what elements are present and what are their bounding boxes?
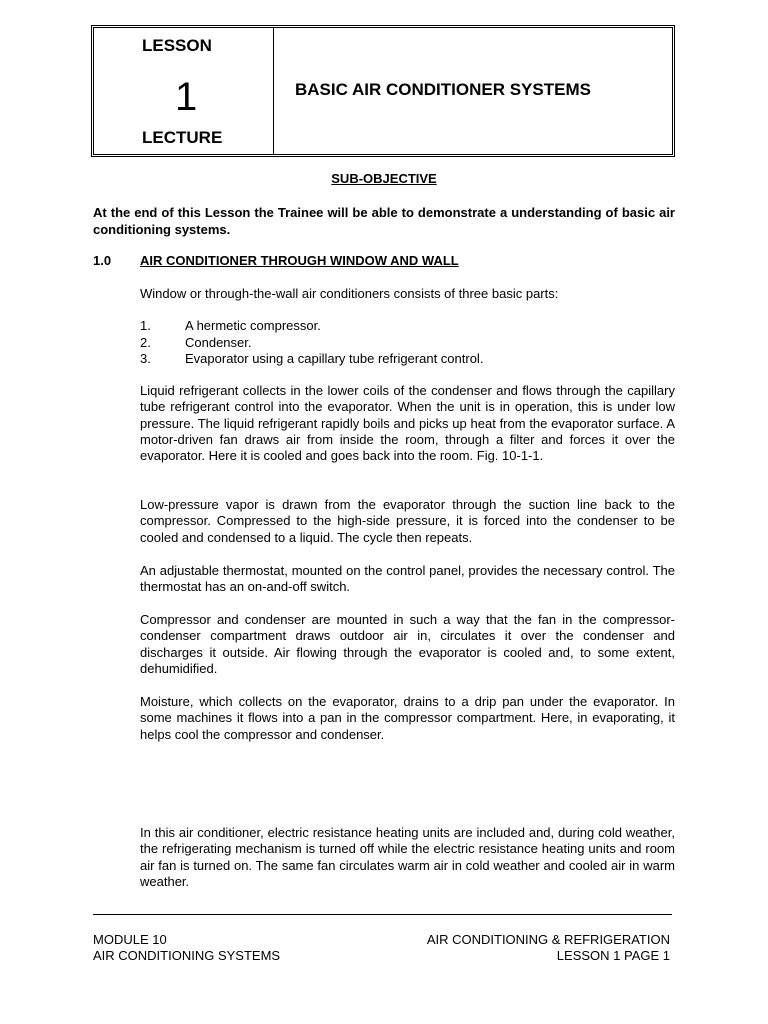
lecture-label: LECTURE: [142, 128, 223, 147]
list-item-number: 1.: [140, 318, 151, 333]
paragraph-thermostat: An adjustable thermostat, mounted on the control panel, provides the necessary control. The thermostat has an on-and-off switch.: [140, 563, 675, 595]
page-title: BASIC AIR CONDITIONER SYSTEMS: [295, 80, 591, 99]
list-item-text: Evaporator using a capillary tube refrigerant control.: [185, 351, 484, 366]
lesson-label: LESSON: [142, 36, 212, 55]
list-item-number: 3.: [140, 351, 151, 366]
footer-course: AIR CONDITIONING & REFRIGERATION: [426, 932, 670, 947]
paragraph-low-pressure-vapor: Low-pressure vapor is drawn from the evaporator through the suction line back to the compressor. Compressed to the high-side pressure, it is forced into the condenser to be cooled and condensed to a liquid. The cycle then repeats.: [140, 497, 675, 545]
list-item-text: A hermetic compressor.: [185, 318, 321, 333]
sub-objective-text: At the end of this Lesson the Trainee will be able to demonstrate a understanding of basic air conditioning systems.: [93, 205, 675, 237]
footer-module: MODULE 10: [93, 932, 167, 947]
list-item: [140, 318, 675, 335]
section-title: AIR CONDITIONER THROUGH WINDOW AND WALL: [140, 253, 459, 268]
list-item: [140, 351, 675, 368]
lesson-header-box: [91, 25, 675, 157]
footer-subject: AIR CONDITIONING SYSTEMS: [93, 948, 281, 963]
paragraph-refrigerant-flow: Liquid refrigerant collects in the lower coils of the condenser and flows through the capillary tube refrigerant control into the evaporator. When the unit is in operation, this is under low pressure. The liquid refrigerant rapidly boils and picks up heat from the evaporator surface. A motor-driven fan draws air from inside the room, through a filter and forces it over the evaporator. Here it is cooled and goes back into the room. Fig. 10-1-1.: [140, 383, 675, 464]
footer-right: [427, 932, 670, 964]
paragraph-moisture: Moisture, which collects on the evaporator, drains to a drip pan under the evaporator. In some machines it flows into a pan in the compressor compartment. Here, in evaporating, it helps cool the compressor and condenser.: [140, 694, 675, 742]
footer-left: [93, 932, 280, 964]
sub-objective-heading: SUB-OBJECTIVE: [331, 171, 437, 186]
list-item-text: Condenser.: [185, 334, 252, 350]
list-item-number: 2.: [140, 334, 151, 350]
footer-divider: [93, 914, 672, 915]
paragraph-heating: In this air conditioner, electric resistance heating units are included and, during cold weather, the refrigerating mechanism is turned off while the electric resistance heating units and room air fan is turned on. The same fan circulates warm air in cold weather and cooled air in warm weather.: [140, 825, 675, 889]
lesson-info-cell: [94, 28, 274, 154]
footer-page-number: LESSON 1 PAGE 1: [556, 948, 670, 963]
paragraph-compressor-condenser: Compressor and condenser are mounted in such a way that the fan in the compressor-condenser compartment draws outdoor air in, circulates it over the condenser and discharges it outside. Air flowing through the evaporator is cooled and, to some extent, dehumidified.: [140, 612, 675, 676]
list-item: [140, 335, 675, 352]
lesson-number: 1: [175, 75, 198, 119]
section-number: 1.0: [93, 253, 112, 268]
section-intro: Window or through-the-wall air conditioners consists of three basic parts:: [140, 286, 559, 301]
parts-list: [140, 318, 675, 368]
